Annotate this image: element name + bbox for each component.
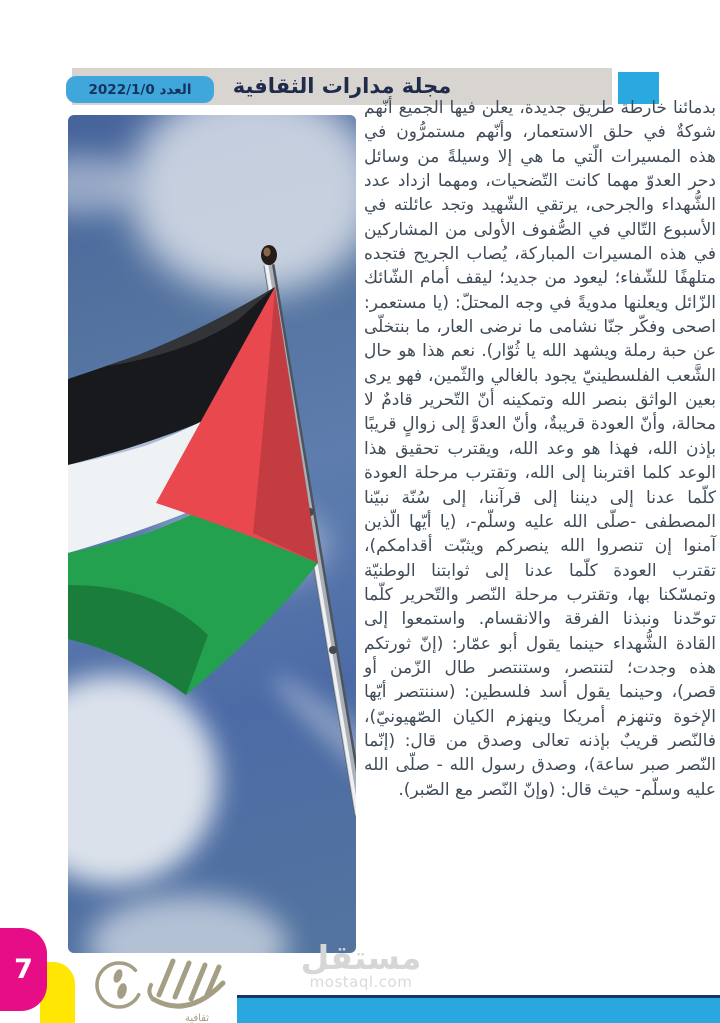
palestinian-flag-illustration [68, 115, 356, 953]
mostaql-watermark [294, 940, 428, 991]
madarat-logo [93, 955, 243, 1023]
article-body-text: بدمائنا خارطة طريق جديدة، يعلن فيها الجميع أنّهم شوكةٌ في حلق الاستعمار، وأنّهم مستمرُّون في هذه المسيرات الّتي ما هي إلا وسيلةً من وسائل دحر العدوّ مهما كانت التّضحيات، ومهما ازداد عدد الشُّهداء والجرحى، يرتقي الشّهيد وتجد عائلته في الأسبوع التّالي في الصُّفوف الأولى من المشاركين في هذه المسيرات المباركة، يُصاب الجريح فتجده متلهفًا للشّفاء؛ ليعود من جديد؛ ليقف أمام الشّائك الزّائل ويعلنها مدويةً في وجه المحتلّ: (يا مستعمر: اصحى وفكّر جنّا نشامى ما نرضى العار، ما بنتخلّى عن حبة رملة ويشهد الله يا ثُوّار). نعم هذا هو حال الشَّعب الفلسطينيّ يجود بالغالي والثّمين، فهو يرى بعين الواثق بنصر الله وتمكينه أنّ التّحرير قادمٌ لا محالة، وأنّ العودة قريبةٌ، وأنّ العدوَّ إلى زوالٍ قريبًا بإذن الله، فهذا هو وعد الله، ويقترب تحقيق هذا الوعد كلما اقتربنا إلى الله، وتقترب مرحلة العودة كلّما عدنا إلى ديننا إلى قرآننا، إلى سُنّة نبيّنا المصطفى -صلّى الله عليه وسلّم-، (يا أيّها الّذين آمنوا إن تنصروا الله ينصركم ويثبّت أقدامكم)، تقترب العودة كلّما عدنا إلى ثوابتنا الوطنيّة وتمسّكنا بها، وتقترب مرحلة النّصر والتّحرير كلّما توحّدنا ونبذنا الفرقة والانقسام. واستمعوا إلى القادة الشُّهداء حينما يقول أبو عمّار: (إنّ ثورتكم هذه وجدت؛ لتنتصر، وستنتصر طال الزّمن أو قصر)، وحينما يقول أسد فلسطين: (سننتصر أيّها الإخوة وتنهزم أمريكا وينهزم الكيان الصّهيونيّ)، فالنّصر قريبٌ بإذنه تعالى وصدق من قال: (إنّما النّصر صبر ساعة)، وصدق رسول الله - صلّى الله عليه وسلّم- حيث قال: (وإنّ النّصر مع الصّبر). [364, 98, 716, 800]
magazine-title: مجلة مدارات الثقافية [232, 74, 452, 98]
flag-photo [68, 115, 356, 953]
issue-badge: العدد 2022/1/0 [66, 76, 214, 103]
pole-joint [329, 646, 337, 654]
watermark-title: مستقل [300, 938, 422, 977]
watermark-domain: mostaql.com [309, 973, 413, 992]
logo-subtitle: ثقافية [184, 1013, 210, 1023]
page-number: 7 [14, 954, 33, 985]
page-number-badge [0, 928, 47, 1011]
footer-accent-bar [237, 995, 720, 1023]
pole-finial [261, 245, 277, 265]
flag-cloth [68, 287, 318, 695]
